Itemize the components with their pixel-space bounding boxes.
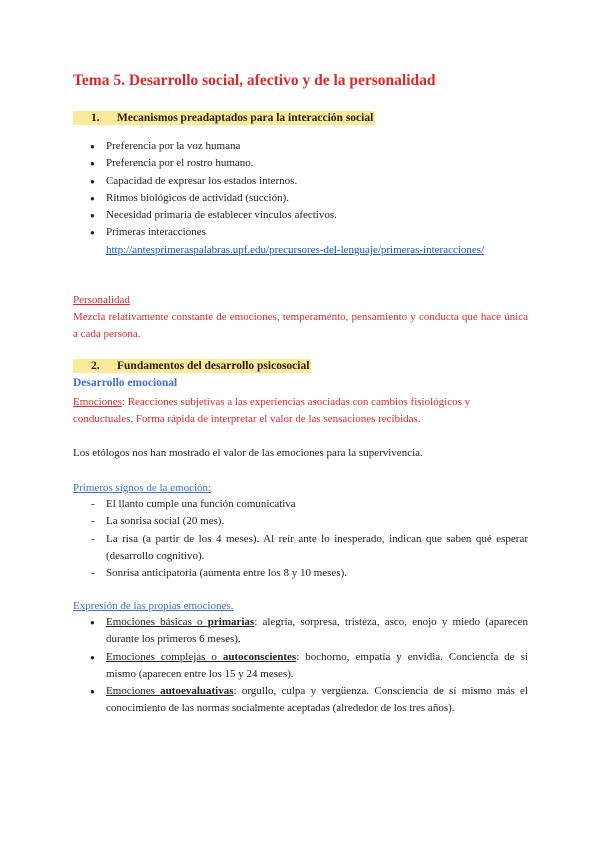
list-item: - Sonrisa anticipatoria (aumenta entre los 8 y 10 meses). (73, 565, 528, 582)
desarrollo-emocional-heading: Desarrollo emocional (73, 377, 178, 389)
section-2-heading (73, 360, 311, 372)
list-item: ● Preferencia por el rostro humano. (73, 155, 528, 172)
expresion-heading: Expresión de las propias emociones. (73, 600, 234, 612)
etologos-paragraph: Los etólogos nos han mostrado el valor de las emociones para la supervivencia. (73, 447, 423, 459)
list-item: ● Preferencia por la voz humana (73, 138, 528, 155)
list-item-text: Primeras interacciones (106, 226, 206, 239)
list-item: ● Emociones autoevaluativas: orgullo, culpa y vergüenza. Consciencia de sí mismo más el conocimiento de las normas socialmente aceptadas (alrededor de los tres años). (73, 683, 528, 718)
list-item: ● Emociones complejas o autoconscientes: bochorno, empatía y envidia. Conciencia de sí mismo (aparecen entre los 15 y 24 meses). (73, 649, 528, 684)
personalidad-heading: Personalidad (73, 294, 130, 306)
list-item: ● Ritmos biológicos de actividad (succión). (73, 190, 528, 207)
list-item: ● Capacidad de expresar los estados internos. (73, 173, 528, 190)
primeros-signos-heading: Primeros signos de la emoción: (73, 482, 212, 494)
section-2-title: Fundamentos del desarrollo psicosocial (117, 360, 310, 372)
list-item: - El llanto cumple una función comunicativa (73, 496, 528, 513)
emociones-definition (73, 394, 528, 429)
section-1-list (73, 138, 528, 259)
section-1-number: 1. (91, 112, 100, 124)
personalidad-text: Mezcla relativamente constante de emociones, temperamento, pensamiento y conducta que hace única a cada persona. (73, 311, 528, 341)
emociones-text: : Reacciones subjetivas a las experiencias asociadas con cambios fisiológicos y conductuales. Forma rápida de interpretar el valor de las sensaciones recibidas. (73, 396, 471, 426)
section-1-heading (73, 112, 375, 124)
list-item: - La risa (a partir de los 4 meses). Al reír ante lo inesperado, indican que saben qué esperar (desarrollo cognitivo). (73, 531, 528, 566)
emociones-label: Emociones (73, 396, 122, 408)
list-item: ● Necesidad primaria de establecer vínculos afectivos. (73, 207, 528, 224)
section-2-number: 2. (91, 360, 100, 372)
primeras-interacciones-link[interactable]: http://antesprimeraspalabras.upf.edu/precursores-del-lenguaje/primeras-interacciones/ (106, 243, 485, 256)
section-1-title: Mecanismos preadaptados para la interacción social (117, 112, 374, 124)
primeros-signos-list (73, 496, 528, 582)
list-item: - La sonrisa social (20 mes). (73, 513, 528, 530)
list-item (73, 224, 528, 259)
page-title: Tema 5. Desarrollo social, afectivo y de la personalidad (73, 72, 436, 89)
list-item: ● Emociones básicas o primarias: alegría, sorpresa, tristeza, asco, enojo y miedo (aparecen durante los primeros 6 meses). (73, 614, 528, 649)
expresion-list (73, 614, 528, 718)
